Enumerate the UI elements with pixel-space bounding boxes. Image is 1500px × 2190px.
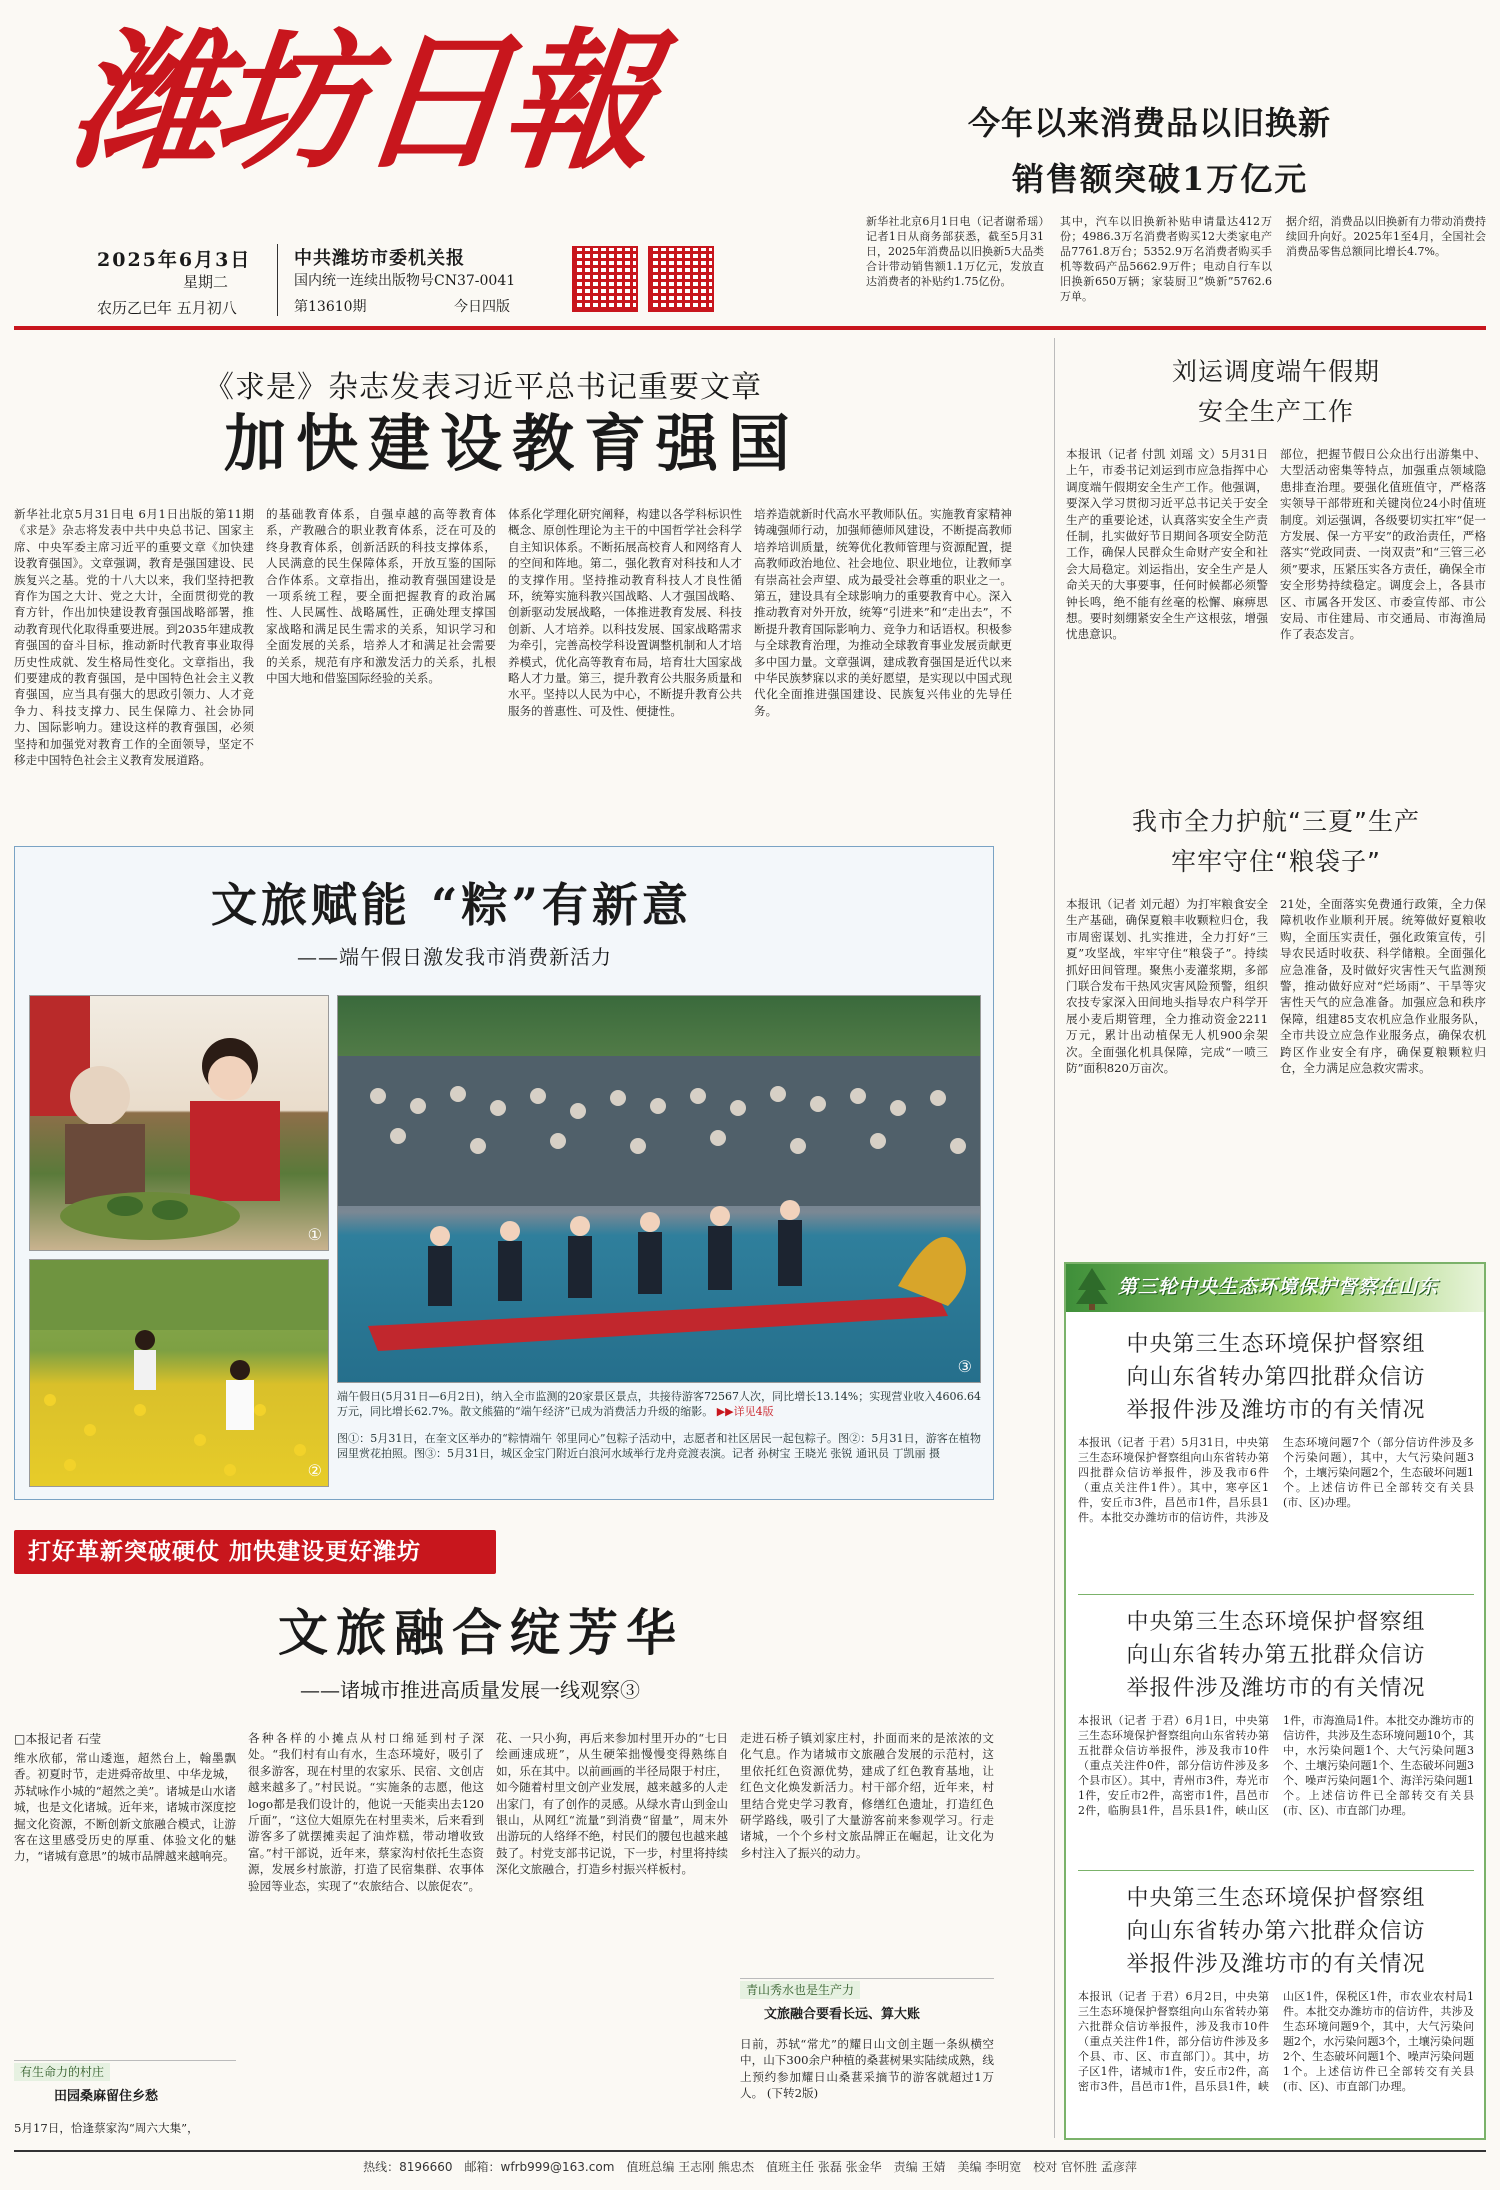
env-item-1-body: 本报讯（记者 于君）5月31日，中央第三生态环境保护督察组向山东省转办第四批群众信访举报件，涉及我市6件（重点关注件1件）。其中，寒亭区1件，安丘市3件，昌邑市1件，昌乐县1件。本批交办潍坊市的信访件，共涉及生态环境问题7个（部分信访件涉及多个污染问题），其中，大气污染问题3个，土壤污染问题2个，生态破坏问题1个。上述信访件已全部转交有关县(市、区)办理。 — [1078, 1436, 1474, 1524]
culture-col1-tail: 5月17日，恰逢蔡家沟“周六大集”， — [14, 2121, 199, 2135]
culture-sidebar-title: 田园桑麻留住乡愁 — [54, 2089, 159, 2104]
feature-caption-link[interactable]: ▶▶详见4版 — [716, 1405, 774, 1418]
env-item-3-title-1: 中央第三生态环境保护督察组 — [1126, 1886, 1426, 1911]
feature-caption — [337, 1389, 981, 1429]
env-item-1-title-2: 向山东省转办第四批群众信访 — [1126, 1365, 1426, 1390]
env-banner-text: 第三轮中央生态环境保护督察在山东 — [1118, 1276, 1439, 1298]
env-item-1-title-1: 中央第三生态环境保护督察组 — [1126, 1332, 1426, 1357]
env-item-2-title-1: 中央第三生态环境保护督察组 — [1126, 1610, 1426, 1635]
photo-making-zongzi[interactable] — [29, 995, 329, 1251]
lead-col4: 培养造就新时代高水平教师队伍。实施教育家精神铸魂强师行动，加强师德师风建设，不断提高教师培养培训质量，统筹优化教师管理与资源配置，提高教师政治地位、社会地位、职业地位，让教师享有崇高社会声望、成为最受社会尊重的职业之一。第五，建设具有全球影响力的重要教育中心。深入推动教育对外开放，统筹“引进来”和“走出去”，不断提升教育国际影响力、竞争力和话语权。积极参与全球教育治理，为推动全球教育事业发展贡献更多中国力量。文章强调，建成教育强国是近代以来中华民族梦寐以求的美好愿望，是实现以中国式现代化全面推进强国建设、民族复兴伟业的先导任务。 — [754, 507, 1012, 718]
env-item-3-title-2: 向山东省转办第六批群众信访 — [1126, 1919, 1426, 1944]
lead-article — [14, 338, 1014, 838]
top-story-headline-1: 今年以来消费品以旧换新 — [968, 104, 1332, 142]
env-item-1-title-3: 举报件涉及潍坊市的有关情况 — [1126, 1398, 1426, 1423]
photo-number-3: ③ — [957, 1357, 972, 1376]
env-item-2 — [1078, 1606, 1474, 1866]
tree-icon — [1072, 1266, 1112, 1310]
right-lead-col1: 本报讯（记者 付凯 刘瑶 文）5月31日上午，市委书记刘运到市应急指挥中心调度端午假期安全生产工作。他强调，要深入学习贯彻习近平总书记关于安全生产的重要论述，认真落实安全生产责任制，扎实做好节日期间各项安全防范工作，确保人民群众生命财产安全和社会大局稳定。刘运指出，安全生产是人命关天的大事要事，任何时候都必须警钟长鸣，绝不能有丝毫的松懈、麻痹思想。要时刻绷紧安全生产这根弦，增强忧患意识。 — [1066, 447, 1268, 642]
env-banner — [1066, 1264, 1484, 1312]
masthead-rule — [14, 326, 1486, 330]
right-second-col2: 21处，全面落实免费通行政策，全力保障机收作业顺利开展。统筹做好夏粮收购，全面压实责任，强化政策宣传，引导农民适时收获、科学储粮。全面强化应急准备，及时做好灾害性天气监测预警，推动做好应对“烂场雨”、干旱等灾害性天气的应急准备。加强应急和秩序保障，组建85支农机应急作业服务队，全市共设立应急作业服务点，确保农机跨区作业安全有序，确保夏粮颗粒归仓，全力满足应急救灾需求。 — [1280, 897, 1486, 1076]
env-item-1 — [1078, 1328, 1474, 1588]
right-second-col1: 本报讯（记者 刘元超）为打牢粮食安全生产基础，确保夏粮丰收颗粒归仓，我市周密谋划、扎实推进，全力打好“三夏”攻坚战，牢牢守住“粮袋子”。持续抓好田间管理。聚焦小麦灌浆期，多部门联合发布干热风灾害风险预警，组织农技专家深入田间地头指导农户科学开展小麦后期管理，全力推动资金2211万元，累计出动植保无人机900余架次。全面强化机具保障，完成“一喷三防”面积820万亩次。 — [1066, 897, 1268, 1076]
env-item-3 — [1078, 1882, 1474, 2136]
qr-code-right[interactable] — [648, 246, 714, 312]
footer-rule — [14, 2150, 1486, 2152]
env-box — [1064, 1262, 1486, 2140]
culture-sidebar2-title: 文旅融合要看长远、算大账 — [764, 2007, 921, 2022]
lead-col3: 体系化学理化研究阐释，构建以各学科标识性概念、原创性理论为主干的中国哲学社会科学自主知识体系。不断拓展高校育人和网络育人的空间和阵地。第二，强化教育对科技和人才的支撑作用。坚持推动教育科技人才良性循环，统筹实施科教兴国战略、人才强国战略、创新驱动发展战略，一体推进教育发展、科技创新、人才培养。以科技发展、国家战略需求为牵引，完善高校学科设置调整机制和人才培养模式，优化高等教育布局，培育壮大国家战略人才力量。第三，提升教育公共服务质量和水平。坚持以人民为中心，不断提升教育公共服务的普惠性、可及性、便捷性。 — [508, 507, 742, 718]
culture-col4-tail-text: 日前，苏轼“常尤”的耀日山文创主题一条纵横空中，山下300余户种植的桑葚树果实陆续成熟，线上预约参加耀日山桑葚采摘节的游客就超过1万人。 — [740, 2037, 994, 2101]
lead-kicker: 《求是》杂志发表习近平总书记重要文章 — [204, 370, 762, 405]
culture-article — [14, 1580, 994, 2142]
env-item-2-title-3: 举报件涉及潍坊市的有关情况 — [1126, 1676, 1426, 1701]
feature-box — [14, 846, 994, 1500]
top-story-col1: 新华社北京6月1日电（记者谢希瑶）记者1日从商务部获悉，截至5月31日，2025年消费品以旧换新5大品类合计带动销售额1.1万亿元，发放直达消费者的补贴约1.75亿份。 — [866, 215, 1044, 288]
culture-col2: 各种各样的小摊点从村口绵延到村子深处。“我们村有山有水，生态环境好，吸引了很多游客，现在村里的农家乐、民宿、文创店越来越多了。”村民说。“实施条的志愿，他这logo都是我们设计的，他说一天能卖出去120斤面”，“这位大姐原先在村里卖米，后来看到游客多了就摆摊卖起了油炸糕，带动增收致富。”村干部说，近年来，蔡家沟村依托生态资源，发展乡村旅游，打造了民宿集群、农事体验园等业态，实现了“农旅结合、以旅促农”。 — [248, 1731, 484, 1893]
issue-number: 第13610期 — [294, 299, 367, 315]
right-lead — [1066, 350, 1486, 790]
issue-date: 2025年6月3日 — [97, 249, 252, 271]
newspaper-logo: 潍坊日報 — [62, 14, 658, 190]
env-item-2-body: 本报讯（记者 于君）6月1日，中央第三生态环境保护督察组向山东省转办第五批群众信访举报件，涉及我市10件（重点关注件0件，部分信访件涉及多个县市区）。其中，青州市3件，寿光市1件，安丘市2件，高密市1件，昌邑市2件，临朐县1件，昌乐县1件，峡山区1件，市海渔局1件。本批交办潍坊市的信访件，共涉及生态环境问题10个，其中，水污染问题1个、大气污染问题3个、土壤污染问题1个、生态破坏问题3个、噪声污染问题1个、海洋污染问题1个。上述信访件已全部转交有关县(市、区)、市直部门办理。 — [1078, 1714, 1474, 1817]
right-lead-headline-2: 安全生产工作 — [1197, 397, 1354, 426]
campaign-banner — [14, 1530, 496, 1574]
top-story-col2: 其中，汽车以旧换新补贴申请量达412万份；4986.3万名消费者购买12大类家电产品7761.8万台；5352.9万名消费者购买手机等数码产品5662.9万件；电动自行车以旧换新650万辆；家装厨卫“焕新”5762.6万单。 — [1060, 215, 1272, 303]
right-lead-headline-1: 刘运调度端午假期 — [1171, 357, 1380, 386]
lunar-date: 农历乙巳年 五月初八 — [97, 299, 237, 317]
photo-number-2: ② — [307, 1461, 322, 1480]
feature-subhead: ——端午假日激发我市消费新活力 — [297, 945, 612, 969]
culture-col4-tail — [740, 2036, 994, 2136]
culture-subhead: ——诸城市推进高质量发展一线观察③ — [300, 1678, 640, 1702]
top-story-headline-2: 销售额突破1万亿元 — [1012, 160, 1309, 198]
masthead — [0, 0, 1500, 330]
cn-number: 国内统一连续出版物号CN37-0041 — [294, 273, 516, 289]
culture-jump[interactable]: (下转2版) — [766, 2086, 819, 2101]
culture-byline: □本报记者 石莹 — [14, 1732, 102, 1746]
culture-sidebar2 — [740, 1978, 994, 2028]
right-column-divider — [1054, 338, 1055, 2138]
lead-col1: 新华社北京5月31日电 6月1日出版的第11期《求是》杂志将发表中共中央总书记、国家主席、中央军委主席习近平的重要文章《加快建设教育强国》。文章强调，教育是强国建设、民族复兴之基。党的十八大以来，我们坚持把教育作为国之大计、党之大计，全面贯彻党的教育方针，作出加快建设教育强国战略部署，推动教育现代化取得重要进展。到2035年建成教育强国的奋斗目标，推动新时代教育事业取得历史性成就、发生格局性变化。文章指出，我们要建成的教育强国，是中国特色社会主义教育强国，应当具有强大的思政引领力、人才竞争力、科技支撑力、民生保障力、社会协同力、国际影响力。建设这样的教育强国，必须坚持和加强党对教育工作的全面领导，坚定不移走中国特色社会主义教育发展道路。 — [14, 507, 254, 768]
right-lead-col2: 部位，把握节假日公众出行出游集中、大型活动密集等特点，加强重点领域隐患排查治理。要强化值班值守，严格落实领导干部带班和关键岗位24小时值班制度。刘运强调，各级要切实扛牢“促一方发展、保一方平安”的政治责任，严格落实“党政同责、一岗双责”和“三管三必须”要求，压紧压实各方责任，确保全市安全形势持续稳定。调度会上，各县市区、市属各开发区、市委宣传部、市公安局、市住建局、市交通局、市海渔局作了表态发言。 — [1280, 447, 1486, 642]
lead-col2: 的基础教育体系，自强卓越的高等教育体系，产教融合的职业教育体系，泛在可及的终身教育体系，创新活跃的科技支撑体系，人民满意的民生保障体系，开放互鉴的国际合作体系。文章指出，推动教育强国建设是一项系统工程，要全面把握教育的政治属性、人民属性、战略属性，正确处理支撑国家战略和满足民生需求的关系，知识学习和全面发展的关系，培养人才和满足社会需要的关系，规范有序和激发活力的关系，扎根中国大地和借鉴国际经验的关系。 — [266, 507, 496, 686]
feature-caption-text: 端午假日(5月31日—6月2日)，纳入全市监测的20家景区景点，共接待游客72567人次，同比增长13.14%；实现营业收入4606.64万元，同比增长62.7%。散文熊猫的“端午经济”已成为消费活力升级的缩影。 — [337, 1390, 981, 1418]
photo-flower-field[interactable] — [29, 1259, 329, 1487]
photo-dragon-boat[interactable] — [337, 995, 981, 1383]
campaign-banner-text: 打好革新突破硬仗 加快建设更好潍坊 — [28, 1539, 422, 1565]
env-divider-2 — [1078, 1870, 1474, 1871]
env-item-3-title-3: 举报件涉及潍坊市的有关情况 — [1126, 1952, 1426, 1977]
lead-headline: 加快建设教育强国 — [224, 407, 801, 480]
culture-headline: 文旅融合绽芳华 — [278, 1603, 684, 1662]
env-item-2-title-2: 向山东省转办第五批群众信访 — [1126, 1643, 1426, 1668]
top-story-col3: 据介绍，消费品以旧换新有力带动消费持续回升向好。2025年1至4月，全国社会消费品零售总额同比增长4.7%。 — [1286, 215, 1486, 258]
feature-credits: 图①：5月31日，在奎文区举办的“粽情端午 邻里同心”包粽子活动中，志愿者和社区居民一起包粽子。图②：5月31日，游客在植物园里赏花拍照。图③：5月31日，城区金宝门附近白浪河水域举行龙舟竞渡表演。记者 孙树宝 王晓光 张锐 通讯员 丁凯丽 摄 — [337, 1432, 981, 1460]
issue-weekday: 星期二 — [183, 273, 229, 291]
sponsor: 中共潍坊市委机关报 — [294, 248, 465, 269]
right-second — [1066, 800, 1486, 1250]
right-second-headline-2: 牢牢守住“粮袋子” — [1171, 847, 1381, 876]
right-second-headline-1: 我市全力护航“三夏”生产 — [1132, 807, 1420, 836]
culture-col4: 走进石桥子镇刘家庄村，扑面而来的是浓浓的文化气息。作为诸城市文旅融合发展的示范村，这里依托红色资源优势，建成了红色教育基地，让红色文化焕发新活力。村干部介绍，近年来，村里结合党史学习教育，修缮红色遗址，打造红色研学路线，吸引了大量游客前来参观学习。行走诸城，一个个乡村文旅品牌正在崛起，让文化为乡村注入了振兴的动力。 — [740, 1731, 994, 1860]
page-count: 今日四版 — [454, 299, 510, 315]
photo-number-1: ① — [307, 1225, 322, 1244]
masthead-divider — [277, 244, 278, 316]
culture-sidebar-label: 有生命力的村庄 — [14, 2063, 110, 2081]
culture-sidebar — [14, 2060, 236, 2112]
env-item-3-body: 本报讯（记者 于君）6月2日，中央第三生态环境保护督察组向山东省转办第六批群众信访举报件，涉及我市10件（重点关注件1件，部分信访件涉及多个县、市、区、市直部门）。其中，坊子区1件，诸城市1件，安丘市2件，高密市3件，昌邑市1件，昌乐县1件，峡山区1件，保税区1件，市农业农村局1件。本批交办潍坊市的信访件，共涉及生态环境问题9个，其中，大气污染问题2个，水污染问题3个，土壤污染问题2个、生态破坏问题1个、噪声污染问题1个。上述信访件已全部转交有关县(市、区)、市直部门办理。 — [1078, 1990, 1474, 2093]
qr-code-left[interactable] — [572, 246, 638, 312]
feature-headline: 文旅赋能 “粽”有新意 — [211, 878, 692, 932]
footer-credits: 热线：8196660 邮箱：wfrb999@163.com 值班总编 王志刚 熊忠杰 值班主任 张磊 张金华 责编 王婧 美编 李明宽 校对 官怀胜 孟彦萍 — [363, 2160, 1137, 2174]
culture-sidebar2-label: 青山秀水也是生产力 — [740, 1981, 860, 1999]
culture-col1: 维水欣郁，常山逶迤，超然台上，翰墨飘香。初夏时节，走进舜帝故里、中华龙城，苏轼咏作小城的“超然之美”。诸城是山水诸城，也是文化诸城。近年来，诸城市深度挖掘文化资源，不断创新文旅融合模式，让游客在这里感受历史的厚重、体验文化的魅力，“诸城有意思”的城市品牌越来越响亮。 — [14, 1751, 236, 1864]
env-divider-1 — [1078, 1594, 1474, 1595]
culture-col3: 花、一只小狗，再后来参加村里开办的“七日绘画速成班”，从生硬笨拙慢慢变得熟练自如，乐在其中。以前画画的半径局限于村庄，如今随着村里文创产业发展，越来越多的人走出家门，有了创作的灵感。从绿水青山到金山银山，从网红“流量”到消费“留量”，周末外出游玩的人络绎不绝，村民们的腰包也越来越鼓了。村党支部书记说，下一步，村里将持续深化文旅融合，打造乡村振兴样板村。 — [496, 1731, 728, 1877]
